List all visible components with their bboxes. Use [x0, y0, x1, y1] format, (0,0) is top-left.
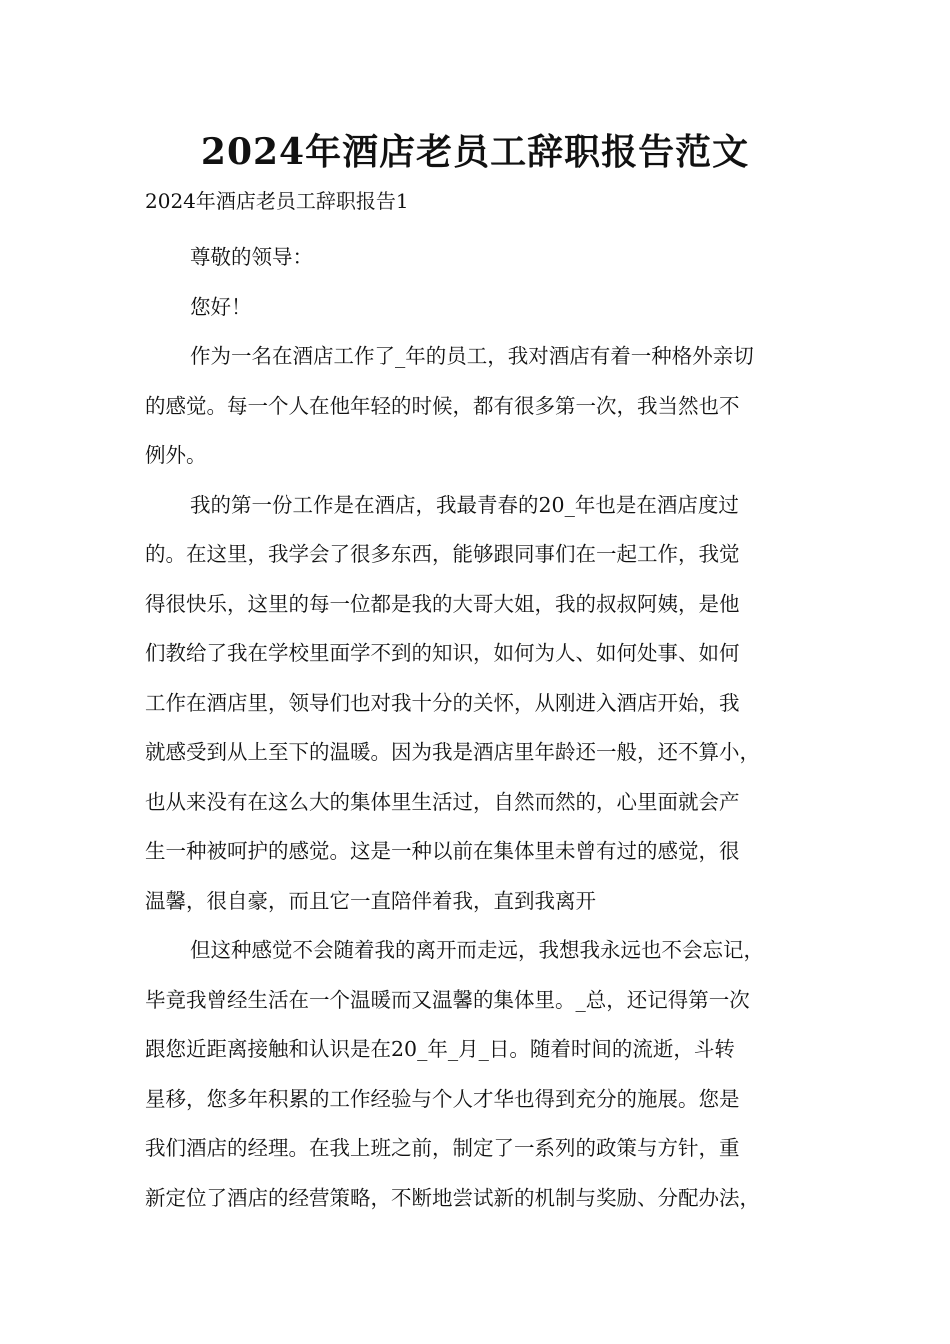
text-line: 的感觉。每一个人在他年轻的时候，都有很多第一次，我当然也不 [145, 393, 740, 418]
paragraph-2 [145, 481, 805, 927]
text-line: 也从来没有在这么大的集体里生活过，自然而然的，心里面就会产 [145, 789, 740, 814]
text-line: 星移，您多年积累的工作经验与个人才华也得到充分的施展。您是 [145, 1086, 740, 1111]
text-line: 毕竟我曾经生活在一个温暖而又温馨的集体里。_总，还记得第一次 [145, 987, 750, 1012]
document-title: 2024年酒店老员工辞职报告范文 [200, 131, 750, 173]
text-line: 跟您近距离接触和认识是在20_年_月_日。随着时间的流逝，斗转 [145, 1037, 735, 1061]
greeting [145, 283, 805, 333]
document-subtitle: 2024年酒店老员工辞职报告1 [145, 189, 409, 213]
text-line: 作为一名在酒店工作了_年的员工，我对酒店有着一种格外亲切 [190, 344, 754, 368]
text-line: 们教给了我在学校里面学不到的知识，如何为人、如何处事、如何 [145, 641, 740, 665]
text-line: 但这种感觉不会随着我的离开而走远，我想我永远也不会忘记， [190, 938, 764, 962]
text-line: 我的第一份工作是在酒店，我最青春的20_年也是在酒店度过 [190, 492, 739, 517]
paragraph-3 [145, 926, 805, 1223]
text-line: 我们酒店的经理。在我上班之前，制定了一系列的政策与方针，重 [145, 1136, 740, 1160]
text-line: 例外。 [145, 443, 207, 467]
text-line: 温馨，很自豪，而且它一直陪伴着我，直到我离开 [145, 888, 596, 913]
text-line: 工作在酒店里，领导们也对我十分的关怀，从刚进入酒店开始，我 [145, 690, 740, 715]
text-line: 的。在这里，我学会了很多东西，能够跟同事们在一起工作，我觉 [145, 542, 740, 566]
salutation [145, 233, 805, 283]
text-line: 您好！ [190, 294, 252, 319]
paragraph-1 [145, 332, 805, 481]
text-line: 就感受到从上至下的温暖。因为我是酒店里年龄还一般，还不算小， [145, 740, 760, 764]
text-line: 得很快乐，这里的每一位都是我的大哥大姐，我的叔叔阿姨，是他 [145, 591, 740, 616]
document-body [145, 233, 805, 1223]
text-line: 新定位了酒店的经营策略，不断地尝试新的机制与奖励、分配办法， [145, 1185, 760, 1210]
text-line: 生一种被呵护的感觉。这是一种以前在集体里未曾有过的感觉，很 [145, 839, 740, 863]
text-line: 尊敬的领导： [190, 245, 313, 269]
